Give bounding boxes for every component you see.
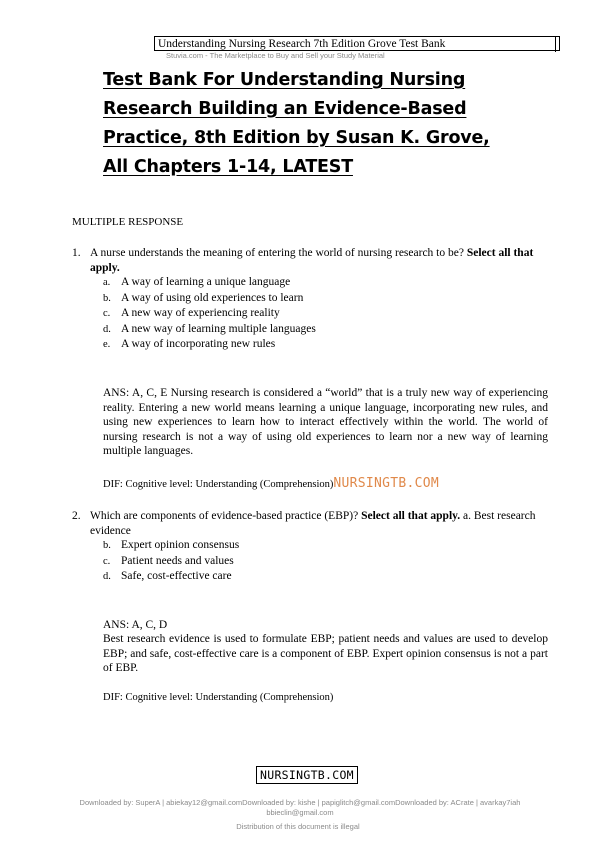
option-text: A way of learning a unique language bbox=[121, 276, 291, 288]
option-text: A way of incorporating new rules bbox=[121, 338, 276, 351]
list-item bbox=[103, 538, 239, 554]
answer-key: ANS: A, C, D bbox=[103, 619, 168, 631]
option-letter: e. bbox=[103, 339, 111, 351]
list-item bbox=[103, 554, 239, 570]
option-text: Safe, cost-effective care bbox=[121, 570, 232, 583]
question-stem-text: A nurse understands the meaning of entering the world of nursing research to be? bbox=[90, 247, 464, 259]
question-instruction: Select all that apply. bbox=[361, 510, 461, 522]
list-item bbox=[103, 291, 316, 307]
option-letter: d. bbox=[103, 323, 111, 335]
question-instruction: Select all that apply. bbox=[90, 247, 534, 274]
answer-rationale: ANS: A, C, E Nursing research is considered a “world” that is a truly new way of experiencing reality. Entering a new world means learning a unique language, incorporating new rules, and using new experiences to learn how to interact effectively within the world. The world of nursing research is not a way of using old experiences to learn nor a new way of learning multiple languages. bbox=[103, 387, 548, 458]
section-heading: MULTIPLE RESPONSE bbox=[72, 216, 184, 228]
answer-rationale: Best research evidence is used to formulate EBP; patient needs and values are used to develop EBP; and safe, cost-effective care is a component of EBP. Expert opinion consensus is not a part of EBP. bbox=[103, 633, 548, 675]
question-number: 2. bbox=[72, 510, 81, 522]
list-item bbox=[103, 569, 239, 585]
title-line: All Chapters 1-14, LATEST bbox=[103, 157, 353, 177]
question-number: 1. bbox=[72, 247, 81, 259]
option-list bbox=[103, 275, 316, 353]
option-text: A new way of learning multiple languages bbox=[121, 322, 316, 335]
document-title bbox=[103, 66, 543, 182]
option-text: Patient needs and values bbox=[121, 554, 234, 567]
title-line: Research Building an Evidence-Based bbox=[103, 99, 467, 119]
option-text: Expert opinion consensus bbox=[121, 539, 240, 551]
site-link[interactable]: NURSINGTB.COM bbox=[256, 766, 358, 784]
question-stem bbox=[90, 246, 560, 275]
list-item bbox=[103, 337, 316, 353]
option-letter: d. bbox=[103, 571, 111, 583]
option-letter: c. bbox=[103, 555, 111, 567]
header-rule bbox=[555, 36, 556, 52]
header-title: Understanding Nursing Research 7th Edition Grove Test Bank bbox=[158, 38, 446, 50]
difficulty-text: DIF: Cognitive level: Understanding (Comprehension) bbox=[103, 479, 334, 490]
stuvia-tagline: Stuvia.com - The Marketplace to Buy and Sell your Study Material bbox=[166, 51, 385, 60]
option-letter: a. bbox=[103, 277, 111, 288]
title-line: Test Bank For Understanding Nursing bbox=[103, 70, 466, 90]
title-line: Practice, 8th Edition by Susan K. Grove, bbox=[103, 128, 490, 148]
list-item bbox=[103, 306, 316, 322]
watermark: NURSINGTB.COM bbox=[333, 476, 440, 491]
option-letter: b. bbox=[103, 540, 111, 551]
difficulty-text: DIF: Cognitive level: Understanding (Comprehension) bbox=[103, 692, 334, 703]
list-item bbox=[103, 322, 316, 338]
difficulty-line bbox=[103, 476, 439, 491]
option-text: A way of using old experiences to learn bbox=[121, 291, 304, 304]
question-stem-text: Which are components of evidence-based practice (EBP)? bbox=[90, 510, 359, 522]
running-header bbox=[154, 36, 560, 51]
inline-option: a. Best research evidence bbox=[90, 510, 536, 537]
question-stem bbox=[90, 509, 560, 538]
option-text: A new way of experiencing reality bbox=[121, 307, 280, 320]
option-letter: b. bbox=[103, 292, 111, 304]
option-list bbox=[103, 538, 239, 585]
option-letter: c. bbox=[103, 308, 111, 320]
distribution-notice: Distribution of this document is illegal bbox=[236, 822, 360, 831]
list-item bbox=[103, 275, 316, 291]
download-info: Downloaded by: SuperA | abiekay12@gmail.comDownloaded by: kishe | papiglitch@gmail.comDownloaded by: ACrate | avarkay7iah bbieclin@gmail.com bbox=[79, 798, 521, 817]
